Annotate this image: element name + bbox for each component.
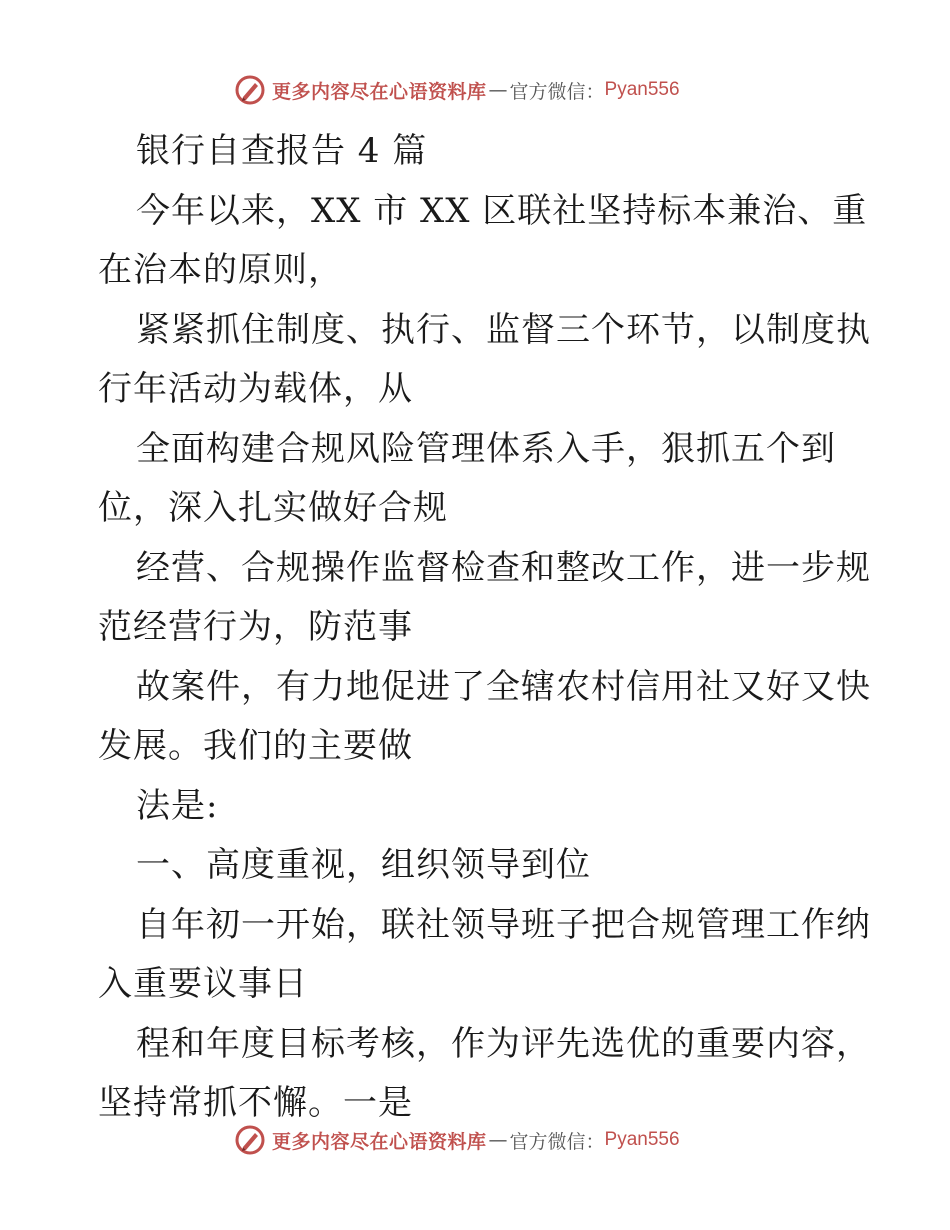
document-line: 自年初一开始，联社领导班子把合规管理工作纳 (136, 904, 871, 945)
document-line: 坚持常抓不懈。一是 (98, 1083, 413, 1123)
document-line: 故案件，有力地促进了全辖农村信用社又好又快 (136, 666, 871, 707)
watermark-id: Pyan556 (604, 79, 680, 100)
document-line: 法是: (136, 785, 219, 826)
document-line: 全面构建合规风险管理体系入手，狠抓五个到 (136, 428, 836, 469)
document-line: 范经营行为，防范事 (98, 607, 413, 647)
pen-logo-icon (234, 1124, 266, 1156)
watermark-dash: — (488, 79, 508, 101)
document-line: 发展。我们的主要做 (98, 726, 413, 766)
watermark-label: 官方微信： (509, 80, 605, 103)
document-line: 一、高度重视，组织领导到位 (136, 845, 591, 885)
document-body (98, 122, 871, 1134)
pen-logo-icon (234, 74, 266, 106)
document-line: 入重要议事日 (98, 964, 308, 1004)
document-line: 程和年度目标考核，作为评先选优的重要内容， (136, 1023, 871, 1064)
watermark-text: 更多内容尽在心语资料库 (272, 1130, 487, 1153)
document-line: 行年活动为载体，从 (98, 369, 413, 409)
watermark-label: 官方微信： (509, 1130, 605, 1153)
document-line: 位，深入扎实做好合规 (98, 488, 448, 528)
watermark-text: 更多内容尽在心语资料库 (272, 80, 487, 103)
document-line: 经营、合规操作监督检查和整改工作，进一步规 (136, 547, 871, 588)
document-line: 银行自查报告 4 篇 (136, 131, 428, 171)
footer-watermark (234, 1122, 680, 1158)
header-watermark (234, 72, 680, 108)
watermark-dash: — (488, 1129, 508, 1151)
watermark-id: Pyan556 (604, 1129, 680, 1150)
document-line: 在治本的原则， (98, 250, 343, 290)
document-line: 今年以来，XX 市 XX 区联社坚持标本兼治、重 (136, 190, 868, 231)
document-line: 紧紧抓住制度、执行、监督三个环节，以制度执 (136, 309, 871, 350)
